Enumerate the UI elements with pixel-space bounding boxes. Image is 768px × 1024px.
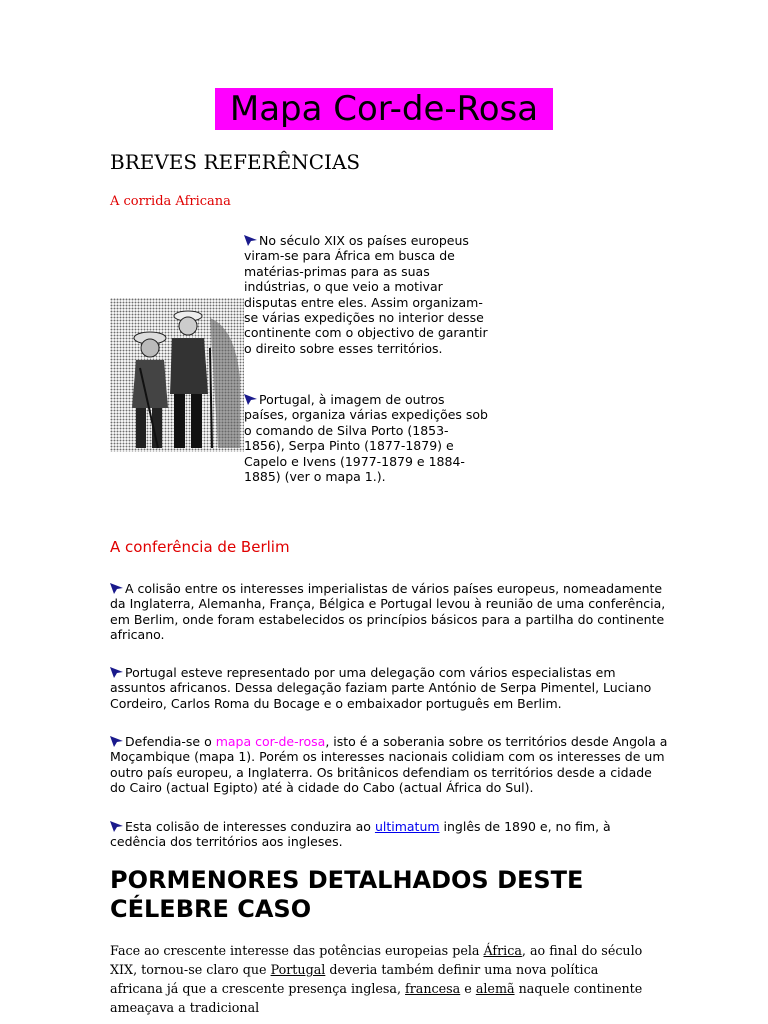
portugal-link[interactable]: Portugal — [270, 962, 326, 977]
berlim-para-3: Defendia-se o mapa cor-de-rosa, isto é a soberania sobre os territórios desde Angola a Moçambique (mapa 1). Porém os interesses nacionais colidiam com os interesses de um outro país europeu, a Inglaterra. Os britânicos defendiam os territórios desde a cidade do Cairo (actual Egipto) até à cidade do Cabo (actual África do Sul). — [110, 734, 668, 796]
berlim-para-2: Portugal esteve representado por uma delegação com vários especialistas em assuntos africanos. Dessa delegação faziam parte António de Serpa Pimentel, Luciano Cordeiro, Carlos Roma du Bocage e o embaixador português em Berlim. — [110, 665, 652, 711]
ultimatum-link[interactable]: ultimatum — [374, 819, 440, 834]
section-heading-corrida: A corrida Africana — [110, 194, 231, 209]
explorers-photo — [110, 298, 244, 452]
berlim-para-4: Esta colisão de interesses conduzira ao ultimatum inglês de 1890 e, no fim, à cedência dos territórios aos ingleses. — [110, 819, 611, 850]
francesa-link[interactable]: francesa — [405, 981, 461, 996]
arrow-bullet-icon — [244, 394, 257, 405]
arrow-bullet-icon — [244, 235, 257, 246]
arrow-bullet-icon — [110, 667, 123, 678]
alema-link[interactable]: alemã — [475, 981, 515, 996]
arrow-bullet-icon — [110, 583, 123, 594]
section-heading-pormenores: PORMENORES DETALHADOS DESTE CÉLEBRE CASO — [110, 866, 584, 923]
corrida-para-1: No século XIX os países europeus viram-se para África em busca de matérias-primas para as suas indústrias, o que veio a motivar disputas entre eles. Assim organizam-se várias expedições no interior desse continente com o objectivo de garantir o direito sobre esses territórios. — [244, 233, 488, 356]
arrow-bullet-icon — [110, 736, 123, 747]
section-heading-berlim: A conferência de Berlim — [110, 538, 290, 556]
subtitle: BREVES REFERÊNCIAS — [110, 150, 361, 174]
page-title: Mapa Cor-de-Rosa — [215, 88, 553, 130]
africa-link[interactable]: África — [483, 943, 522, 958]
corrida-para-2: Portugal, à imagem de outros países, organiza várias expedições sob o comando de Silva Porto (1853-1856), Serpa Pinto (1877-1879) e Capelo e Ivens (1977-1879 e 1884-1885) (ver o mapa 1.). — [244, 392, 488, 485]
mapa-cor-de-rosa-text: mapa cor-de-rosa — [215, 734, 326, 749]
pormenores-para-1: Face ao crescente interesse das potências europeias pela África, ao final do século XIX, tornou-se claro que Portugal deveria também definir uma nova política africana já que a crescente presença inglesa, francesa e alemã naquele continente ameaçava a tradicional — [110, 943, 643, 1015]
arrow-bullet-icon — [110, 821, 123, 832]
berlim-para-1: A colisão entre os interesses imperialistas de vários países europeus, nomeadamente da Inglaterra, Alemanha, França, Bélgica e Portugal levou à reunião de uma conferência, em Berlim, onde foram estabelecidos os princípios básicos para a partilha do continente africano. — [110, 581, 666, 643]
